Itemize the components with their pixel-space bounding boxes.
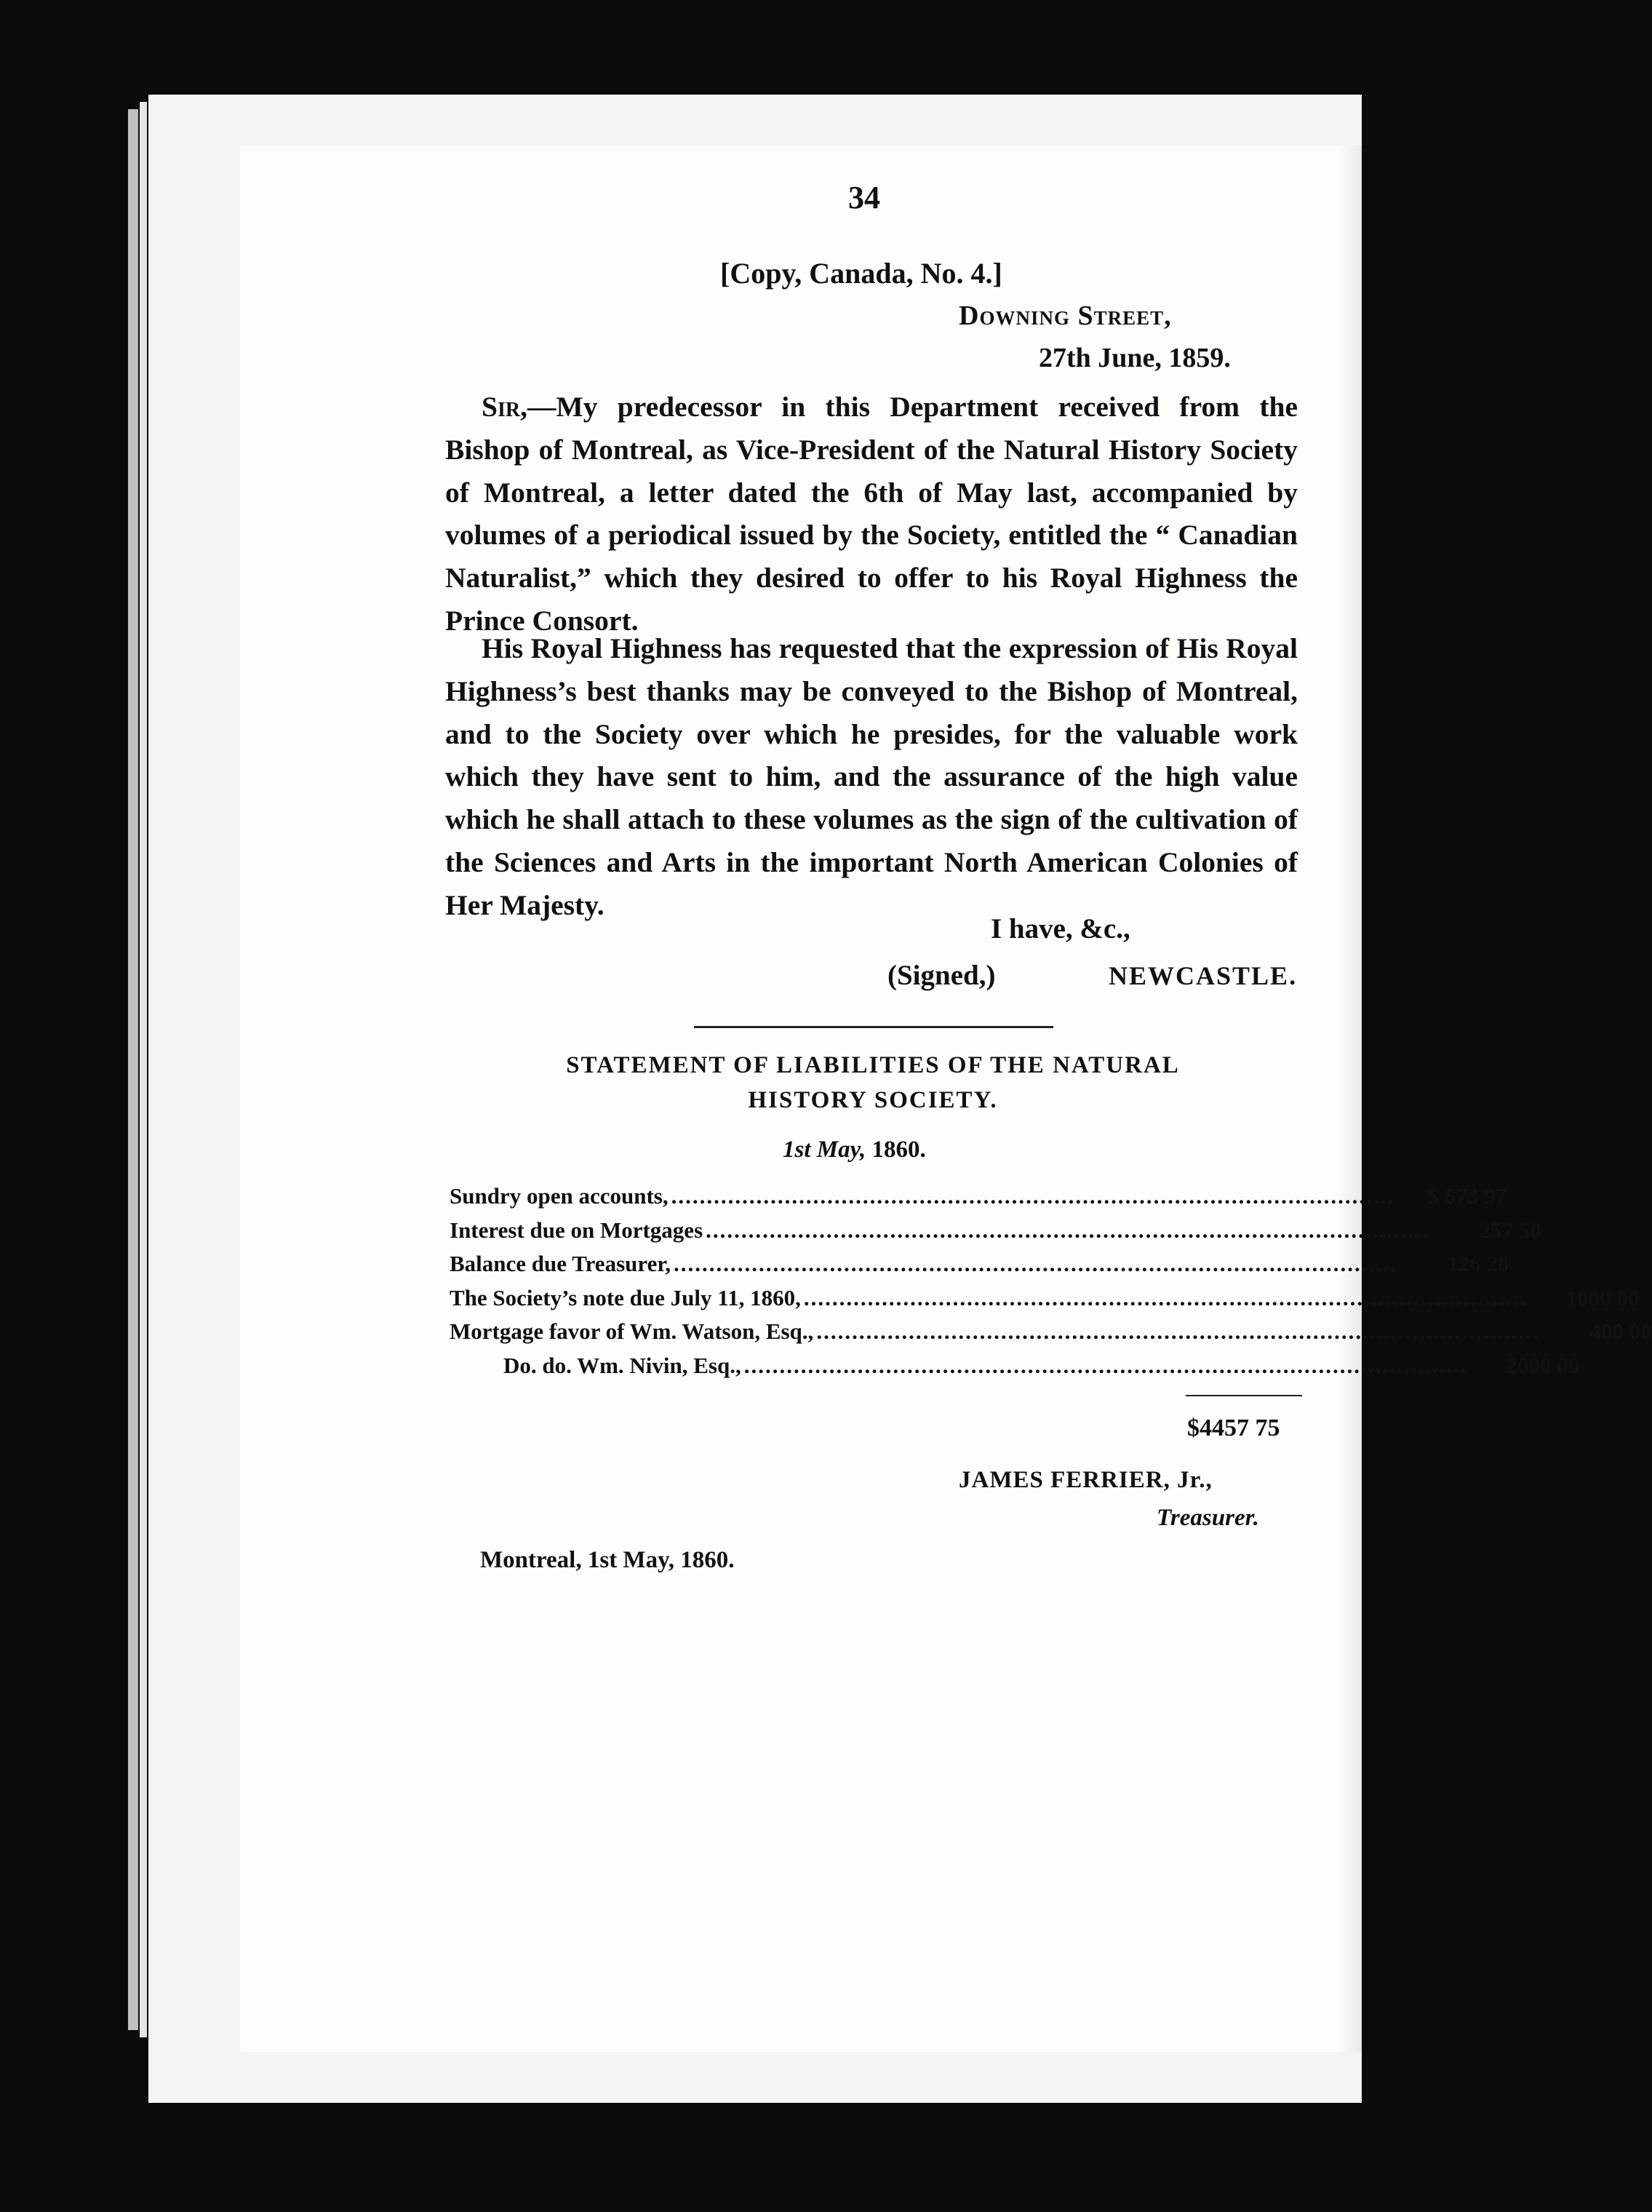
- page-number: 34: [848, 180, 880, 215]
- copy-heading: [Copy, Canada, No. 4.]: [720, 257, 1002, 290]
- ledger-label: Mortgage favor of Wm. Watson, Esq.,: [450, 1318, 814, 1344]
- leader-dots: ......................................................................................................: [743, 1352, 1468, 1378]
- signed-label: (Signed,): [887, 960, 996, 991]
- statement-title: STATEMENT OF LIABILITIES OF THE NATURAL: [566, 1052, 1180, 1078]
- statement-date-year: 1860.: [871, 1137, 926, 1163]
- ledger-row: [450, 1251, 1509, 1285]
- place-date: Montreal, 1st May, 1860.: [480, 1547, 735, 1573]
- ledger-amount: 2000 00: [1506, 1352, 1580, 1378]
- treasurer-name: JAMES FERRIER, Jr.,: [959, 1467, 1213, 1493]
- statement-title-line2: HISTORY SOCIETY.: [748, 1087, 998, 1113]
- ledger-row: [450, 1284, 1640, 1319]
- page-edge: [140, 102, 147, 2037]
- leader-dots: ......................................................................................................: [803, 1284, 1528, 1310]
- salutation: Sir,: [482, 391, 527, 423]
- ledger-row: [450, 1318, 1652, 1353]
- leader-dots: ......................................................................................................: [671, 1183, 1395, 1209]
- treasurer-title: Treasurer.: [1157, 1505, 1259, 1531]
- letter-paragraph-2: His Royal Highness has requested that the expression of His Royal Highness’s best thanks may be conveyed to the Bishop of Montreal, and to the Society over which he presides, for the valuable work which they have sent to him, and the assurance of the high value which he shall attach to these volumes as the sign of the cultivation of the Sciences and Arts in the important North American Colonies of Her Majesty.: [445, 632, 1298, 921]
- ledger-amount: 1000 00: [1565, 1284, 1640, 1310]
- page-edge: [128, 109, 138, 2030]
- leader-dots: ......................................................................................................: [706, 1217, 1429, 1243]
- ledger-amount: 400 00: [1589, 1318, 1652, 1344]
- section-divider: [694, 1026, 1053, 1028]
- page-fold-shadow: [1338, 146, 1362, 2052]
- ledger-label: The Society’s note due July 11, 1860,: [450, 1284, 801, 1310]
- letter-date: 27th June, 1859.: [1039, 343, 1231, 373]
- statement-date-day: 1st May,: [783, 1137, 866, 1163]
- signer-name: NEWCASTLE.: [1109, 961, 1298, 990]
- statement-date: [783, 1137, 926, 1163]
- ledger-amount: 126 28: [1447, 1251, 1509, 1276]
- liabilities-ledger: [450, 1183, 1652, 1386]
- address-line: Downing Street,: [959, 301, 1172, 331]
- ledger-total: $4457 75: [1187, 1415, 1280, 1441]
- letter-closing: I have, &c.,: [991, 913, 1130, 944]
- sum-rule: [1186, 1395, 1302, 1396]
- ledger-row: [450, 1217, 1541, 1252]
- ledger-row: [450, 1183, 1507, 1217]
- leader-dots: ......................................................................................................: [674, 1251, 1397, 1276]
- letter-paragraph-1: [445, 386, 1298, 642]
- ledger-label: Sundry open accounts,: [450, 1183, 669, 1209]
- leader-dots: ......................................................................................................: [816, 1318, 1540, 1344]
- ledger-amount: $ 673 97: [1427, 1183, 1507, 1209]
- ledger-label: Balance due Treasurer,: [450, 1251, 671, 1276]
- ledger-label: Do. do. Wm. Nivin, Esq.,: [503, 1352, 741, 1378]
- ledger-amount: 257 50: [1479, 1217, 1541, 1243]
- paragraph-1-text: —My predecessor in this Department received from the Bishop of Montreal, as Vice-President of the Natural History Society of Montreal, a letter dated the 6th of May last, accompanied by volumes of a periodical issued by the Society, entitled the “ Canadian Naturalist,” which they desired to offer to his Royal Highness the Prince Consort.: [445, 391, 1298, 637]
- ledger-label: Interest due on Mortgages: [450, 1217, 703, 1243]
- ledger-row: [450, 1352, 1580, 1387]
